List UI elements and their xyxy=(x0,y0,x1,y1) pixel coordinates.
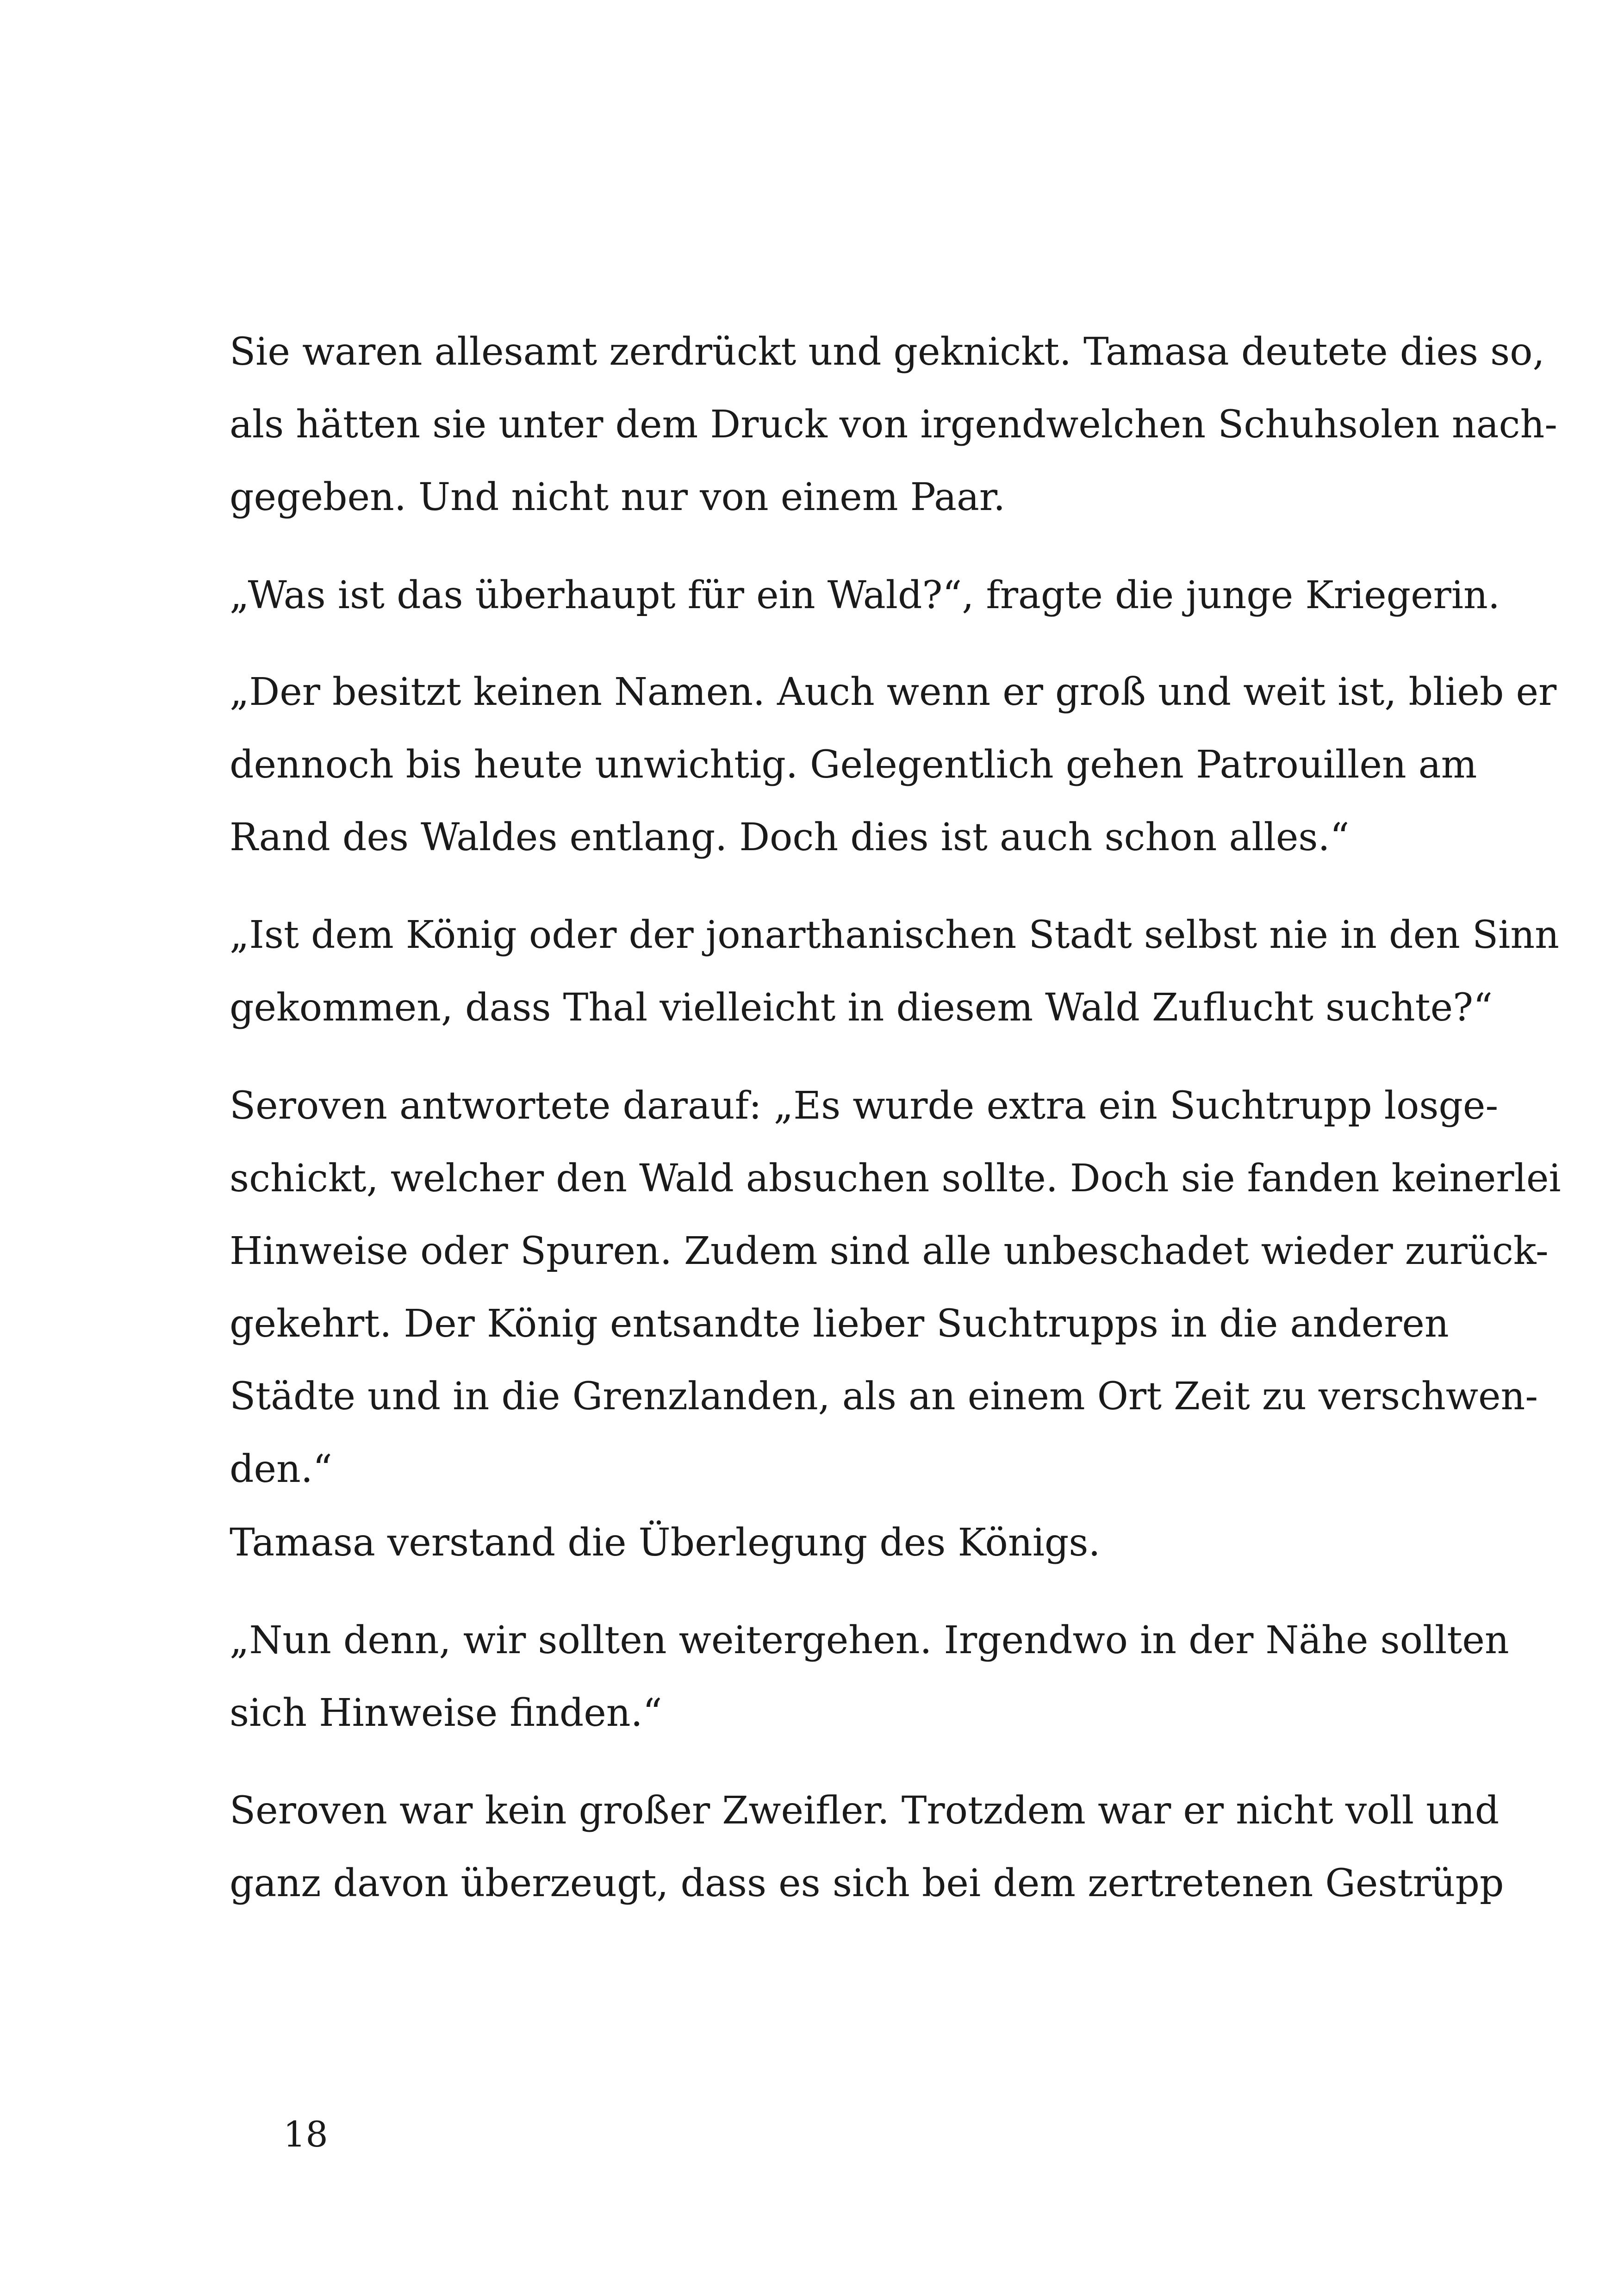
paragraph-8 xyxy=(230,1774,1504,1920)
text-line: Tamasa verstand die Überlegung des Königs. xyxy=(230,1521,1101,1565)
text-line: den.“ xyxy=(230,1447,332,1491)
paragraph-7 xyxy=(230,1604,1509,1749)
text-line: Rand des Waldes entlang. Doch dies ist auch schon alles.“ xyxy=(230,815,1350,859)
text-line: ganz davon überzeugt, dass es sich bei dem zertretenen Gestrüpp xyxy=(230,1861,1504,1905)
text-line: als hätten sie unter dem Druck von irgendwelchen Schuhsolen nach- xyxy=(230,403,1557,447)
paragraph-1 xyxy=(230,316,1557,534)
text-line: Hinweise oder Spuren. Zudem sind alle unbeschadet wieder zurück- xyxy=(230,1229,1549,1273)
text-line: „Ist dem König oder der jonarthanischen Stadt selbst nie in den Sinn xyxy=(230,913,1559,957)
text-line: „Der besitzt keinen Namen. Auch wenn er groß und weit ist, blieb er xyxy=(230,670,1557,714)
paragraph-2 xyxy=(230,559,1500,632)
text-line: Sie waren allesamt zerdrückt und geknickt. Tamasa deutete dies so, xyxy=(230,330,1545,374)
text-line: Städte und in die Grenzlanden, als an einem Ort Zeit zu verschwen- xyxy=(230,1375,1538,1419)
text-line: gekehrt. Der König entsandte lieber Suchtrupps in die anderen xyxy=(230,1302,1449,1346)
text-line: „Was ist das überhaupt für ein Wald?“, fragte die junge Kriegerin. xyxy=(230,573,1500,617)
paragraph-6 xyxy=(230,1506,1392,1579)
text-line: dennoch bis heute unwichtig. Gelegentlich gehen Patrouillen am xyxy=(230,743,1477,787)
text-line: Seroven war kein großer Zweifler. Trotzdem war er nicht voll und xyxy=(230,1789,1500,1833)
paragraph-5 xyxy=(230,1070,1561,1506)
text-line: schickt, welcher den Wald absuchen sollte. Doch sie fanden keinerlei xyxy=(230,1157,1561,1201)
text-line: sich Hinweise finden.“ xyxy=(230,1691,662,1735)
page-number: 18 xyxy=(283,2114,328,2155)
text-line: Seroven antwortete darauf: „Es wurde extra ein Suchtrupp losge- xyxy=(230,1084,1499,1128)
text-line: „Nun denn, wir sollten weitergehen. Irgendwo in der Nähe sollten xyxy=(230,1618,1509,1662)
paragraph-4 xyxy=(230,899,1559,1044)
text-line: gegeben. Und nicht nur von einem Paar. xyxy=(230,475,1006,519)
paragraph-3 xyxy=(230,656,1557,874)
text-line: gekommen, dass Thal vielleicht in diesem Wald Zuflucht suchte?“ xyxy=(230,986,1493,1030)
